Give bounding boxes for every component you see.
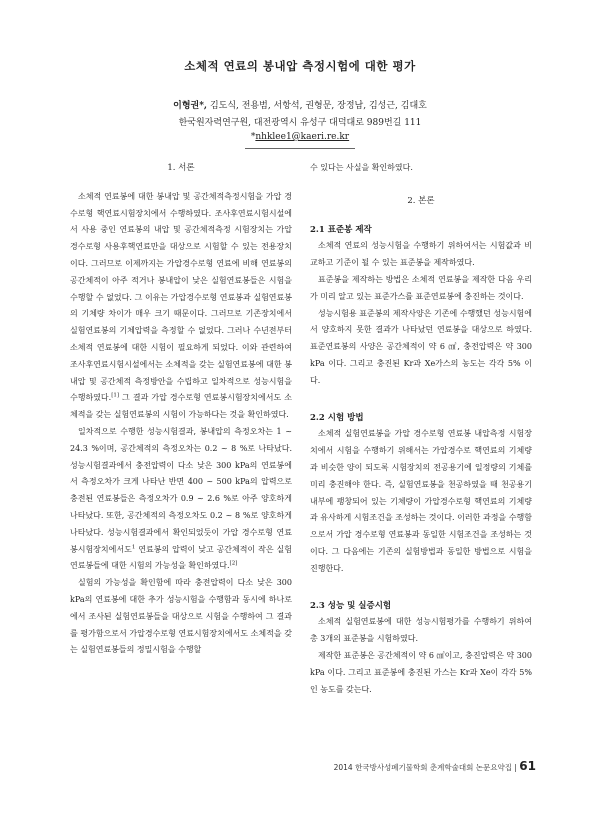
- subsection-heading-2-2: 2.2 시험 방법: [310, 412, 364, 423]
- affiliation: 한국원자력연구원, 대전광역시 유성구 대덕대로 989번길 111: [178, 118, 422, 128]
- spacer: [310, 578, 532, 594]
- intro-continuation: 수 있다는 사실을 확인하였다.: [310, 163, 413, 172]
- spacer: [310, 177, 532, 193]
- intro-paragraph-1: 소체적 연료봉에 대한 봉내압 및 공간체적측정시험을 가압 경수로형 핵연료시험장치에서 수행하였다. 조사후연료시험시설에서 사용 중인 연료봉의 내압 및 공간체적측정 시험장치는 가압 경수로형 사용후핵연료만을 대상으로 시험할 수 있는 전용장치이다. 그러므로 이제까지는 가압경수로형 연료에 비해 연료봉의 공간체적이 아주 적거나 봉내압이 낮은 실험연료봉들은 시험을 수행할 수 없었다. 그 이유는 가압경수로형 연료봉과 실험연료봉의 기체량 차이가 매우 크기 때문이다. 그러므로 기존장치에서 실험연료봉의 기체압력을 측정할 수 없었다. 그러나 수년전부터 소체적 연료봉에 대한 시험이 필요하게 되었다. 이와 관련하여 조사후연료시험시설에서는 소체적을 갖는 실험연료봉에 대한 봉내압 및 공간체적 측정방안을 수립하고 일차적으로 성능시험을 수행하였다.[1] 그 결과 가압 경수로형 연료봉시험장치에서도 소체적을 갖는 실험연료봉의 시험이 가능하다는 것을 확인하였다.: [70, 191, 292, 420]
- s21-paragraph-1: 소체적 연료의 성능시험을 수행하기 위하여서는 시험값과 비교하고 기준이 될 수 있는 표준봉을 제작하였다.: [310, 241, 532, 268]
- s21-paragraph-3: 성능시험용 표준봉의 제작사양은 기존에 수행했던 성능시험에서 양호하지 못한 결과가 나타났던 연료봉을 대상으로 하였다. 표준연료봉의 사양은 공간체적이 약 6 ㎤, 충전압력은 약 300 kPa 이다. 그리고 충진된 Kr과 Xe가스의 농도는 각각 5% 이다.: [310, 308, 532, 385]
- s23-paragraph-1: 소체적 실험연료봉에 대한 성능시험평가를 수행하기 위하여 총 3개의 표준봉을 시험하였다.: [310, 617, 532, 644]
- left-column: [70, 160, 292, 659]
- title-divider: [245, 148, 355, 149]
- email-prefix: *: [250, 132, 256, 142]
- s22-paragraph-1: 소체적 실험연료봉을 가압 경수로형 연료봉 내압측정 시험장치에서 시험을 수행하기 위해서는 가압경수로 핵연료의 기체량과 비슷한 양이 되도록 시험장치의 전공용기에 일정량의 기체를 미리 충진해야 한다. 즉, 실험연료봉을 천공하였을 때 천공용기내부에 팽창되어 있는 기체량이 가압경수로형 핵연료의 기체량과 유사하게 시험조건을 조성하는 것이다. 이러한 과정을 수행함으로서 가압 경수로형 연료봉과 동일한 시험조건을 조성하는 것이다. 그 다음에는 기존의 실험방법과 동일한 방법으로 시험을 진행한다.: [310, 429, 532, 573]
- page-number: 61: [519, 759, 536, 773]
- page-footer: [334, 759, 536, 773]
- co-authors: 김도식, 전용범, 서항석, 권형문, 장정남, 김성근, 김대호: [207, 101, 427, 111]
- citation-2: [2]: [229, 560, 238, 567]
- section-heading-intro: 1. 서론: [167, 163, 195, 173]
- citation-1: [1]: [111, 392, 119, 399]
- lead-author: 이형권*,: [173, 101, 208, 111]
- s21-paragraph-2: 표준봉을 제작하는 방법은 소체적 연료봉을 제작한 다음 우리가 미리 알고 있는 표준가스를 표준연료봉에 충진하는 것이다.: [310, 274, 532, 301]
- s23-paragraph-2: 제작한 표준봉은 공간체적이 약 6 ㎤이고, 충진압력은 약 300 kPa 이다. 그리고 표준봉에 충진된 가스는 Kr과 Xe이 각각 5%인 농도를 갖는다.: [310, 650, 532, 694]
- contact-email: [0, 132, 600, 142]
- section-heading-main: 2. 본론: [407, 195, 435, 206]
- spacer: [310, 390, 532, 406]
- paper-title: 소체적 연료의 봉내압 측정시험에 대한 평가: [184, 59, 416, 73]
- intro-paragraph-3: 실험의 가능성을 확인함에 따라 충전압력이 다소 낮은 300 kPa의 연료봉에 대한 추가 성능시험을 수행함과 동시에 하나로에서 조사된 실험연료봉들을 대상으로 시험을 수행하여 그 결과를 평가함으로서 가압경수로형 연료시험장치에서도 소체적을 갖는 실험연료봉들의 정밀시험을 수행할: [70, 578, 292, 655]
- intro-paragraph-2: 일차적으로 수행한 성능시험결과, 봉내압의 측정오차는 1 ~ 24.3 %이며, 공간체적의 측정오차는 0.2 ~ 8 %로 나타났다. 성능시험결과에서 충전압력이 다소 낮은 300 kPa의 연료봉에서 측정오차가 크게 나타난 반면 400 ~ 500 kPa의 압력으로 충전된 연료봉들은 측정오차가 0.9 ~ 2.6 %로 아주 양호하게 나타났다. 또한, 공간체적의 측정오차도 0.2 ~ 8 %로 양호하게 나타났다. 성능시험결과에서 확인되었듯이 가압 경수로형 연료봉시험장치에서도$^1$ 연료봉의 압력이 낮고 공간체적이 작은 실험연료봉들에 대한 시험의 가능성을 확인하였다.[2]: [70, 426, 292, 571]
- subsection-heading-2-1: 2.1 표준봉 제작: [310, 224, 372, 235]
- footer-text: 2014 한국방사성폐기물학회 춘계학술대회 논문요약집 |: [333, 763, 517, 772]
- citation-footnote: 1: [131, 543, 136, 550]
- right-column: [310, 160, 532, 698]
- subsection-heading-2-3: 2.3 성능 및 실증시험: [310, 600, 392, 611]
- author-list: [0, 98, 600, 111]
- email-link[interactable]: nhklee1@kaeri.re.kr: [255, 132, 350, 142]
